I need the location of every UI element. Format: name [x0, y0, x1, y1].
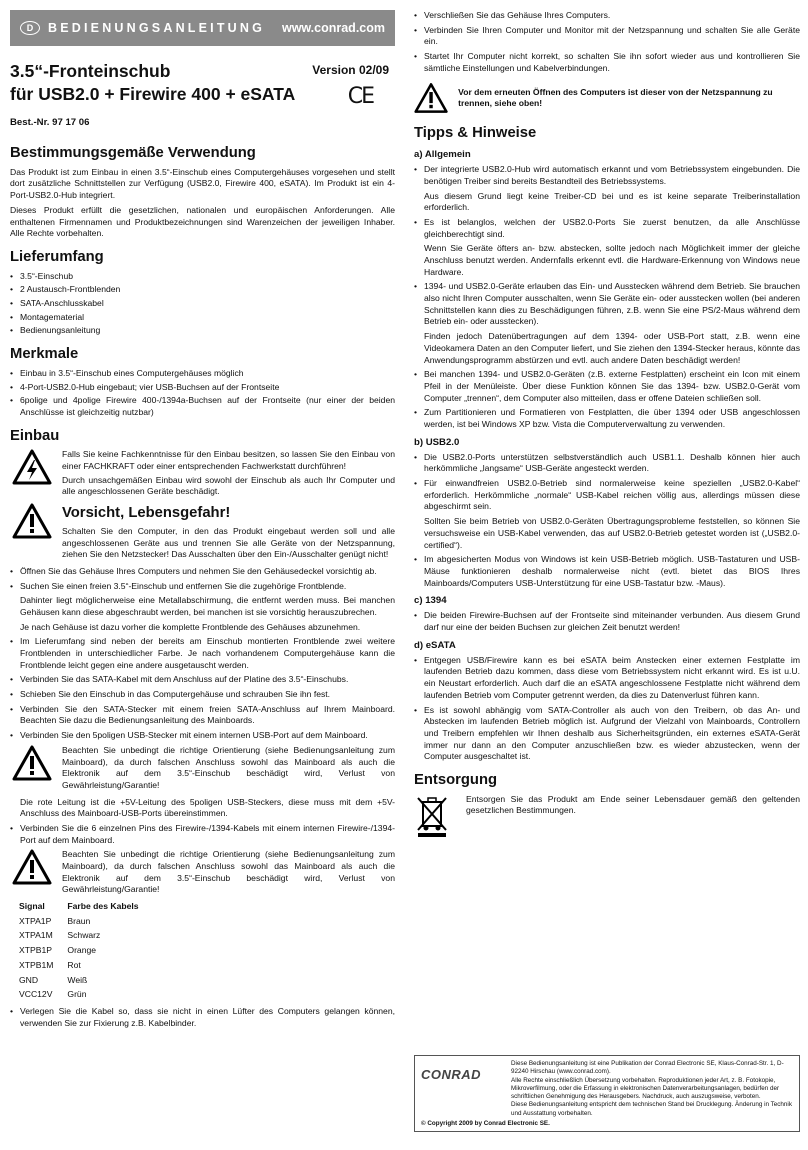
list-item: • Die beiden Firewire-Buchsen auf der Frontseite sind miteinander verbunden. Aus diesem Grund darf nur eine der beiden Buchsen zur gleichen Zeit benutzt werden! — [414, 610, 800, 633]
title-block — [10, 60, 395, 136]
tipps-allgemein-list — [414, 164, 800, 430]
warning-text: Falls Sie keine Fachkenntnisse für den Einbau besitzen, so lassen Sie den Einbau von einer FACHKRAFT oder einer entsprechenden Fachwerkstatt durchführen! — [62, 449, 395, 471]
disposal-block — [414, 794, 800, 842]
disposal-text: Entsorgen Sie das Produkt am Ende seiner Lebensdauer gemäß den geltenden gesetzlichen Bestimmungen. — [466, 793, 800, 816]
list-item: • 4-Port-USB2.0-Hub eingebaut; vier USB-Buchsen auf der Frontseite — [10, 382, 395, 394]
heading-tipps: Tipps & Hinweise — [414, 125, 537, 142]
table-row — [19, 959, 153, 974]
usb-note: Die rote Leitung ist die +5V-Leitung des 5poligen USB-Steckers, diese muss mit dem +5V-Anschluss des Mainboard-USB-Ports übereinstimmen. — [20, 796, 395, 819]
list-item: • Suchen Sie einen freien 3.5“-Einschub und entfernen Sie die zugehörige Frontblende. — [10, 581, 395, 593]
list-item: • Verbinden Sie den SATA-Stecker mit einem freien SATA-Anschluss auf Ihrem Mainboard. Beachten Sie dazu die Bedienungsanleitung des Mainboards. — [10, 704, 395, 727]
list-item: • 3.5“-Einschub — [10, 271, 395, 283]
heading-entsorgung: Entsorgung — [414, 771, 498, 788]
table-row — [19, 915, 153, 930]
list-item: • Einbau in 3.5“-Einschub eines Computergehäuses möglich — [10, 368, 395, 380]
warning-block-firewire — [10, 849, 395, 898]
table-row — [19, 929, 153, 944]
final-steps — [414, 10, 800, 74]
warning-text: Beachten Sie unbedingt die richtige Orientierung (siehe Bedienungsanleitung zum Mainboard), da durch falschen Anschluss sowohl das Mainboard als auch die Elektronik auf dem 3.5“-Einschub beschädigt wird, Verlust von Gewährleistung/Garantie! — [62, 744, 395, 790]
list-item: • Verschließen Sie das Gehäuse Ihres Computers. — [414, 10, 800, 22]
danger-heading: Vorsicht, Lebensgefahr! — [62, 505, 231, 522]
list-item: • 6polige und 4polige Firewire 400-/1394a-Buchsen auf der Frontseite (nur einer der beiden Anschlüsse ist gleichzeitig nutzbar) — [10, 395, 395, 418]
signal-cell: XTPA1M — [19, 930, 53, 941]
heading-einbau: Einbau — [10, 427, 60, 444]
danger-block — [10, 503, 395, 563]
title-line-1: 3.5“-Fronteinschub — [10, 61, 171, 81]
electric-hazard-icon — [12, 449, 52, 485]
list-item: • Es ist belanglos, welchen der USB2.0-Ports Sie zuerst benutzen, da alle Anschlüsse gleichberechtigt sind. — [414, 217, 800, 240]
color-cell: Schwarz — [67, 930, 101, 941]
list-note: Aus diesem Grund liegt keine Treiber-CD bei und es ist keine separate Treiberinstallation erforderlich. — [424, 190, 800, 213]
order-number: Best.-Nr. 97 17 06 — [10, 117, 90, 128]
subheading-allgemein: a) Allgemein — [414, 149, 471, 161]
list-item: • Montagematerial — [10, 312, 395, 324]
list-note: Sollten Sie beim Betrieb von USB2.0-Geräten Übertragungsprobleme feststellen, so können Sie versuchsweise ein USB-Kabel verwenden, das auf USB2.0-Betrieb getestet worden ist („USB2.0-certified“). — [424, 516, 800, 550]
table-row — [19, 988, 153, 1003]
list-item: • Zum Partitionieren und Formatieren von Festplatten, die über 1394 oder USB angeschlossen werden, ist bei Windows XP bzw. Vista die Computerverwaltung zu verwenden. — [414, 407, 800, 430]
list-item: • Verlegen Sie die Kabel so, dass sie nicht in einen Lüfter des Computers gelangen können, verwenden Sie zur Fixierung z.B. Kabelbinder. — [10, 1006, 395, 1029]
table-row — [19, 944, 153, 959]
list-item: • Entgegen USB/Firewire kann es bei eSATA beim Anstecken einer externen Festplatte im laufenden Betrieb dazu kommen, dass diese vom Betriebssystem nicht erkannt wird. Es ist u.U. ein Neustart erforderlich. Auch darf die an eSATA angeschlossene Festplatte nicht während dem laufenden Betrieb vom Computer getrennt werden, da dies zu Datenverlust führen kann. — [414, 655, 800, 702]
color-cell: Grün — [67, 989, 87, 1000]
einbau-steps-3 — [10, 1006, 395, 1029]
table-row — [19, 974, 153, 989]
header-url[interactable]: www.conrad.com — [281, 20, 385, 35]
version-label: Version 02/09 — [312, 63, 389, 77]
list-item: • Im Lieferumfang sind neben der bereits am Einschub montierten Frontblende zwei weitere Frontblenden in unterschiedlicher Farbe. Je nach vorhandenem Computergehäuse kann die Frontblende leicht gegen eine andere ausgetauscht werden. — [10, 636, 395, 671]
list-item: • Schieben Sie den Einschub in das Computergehäuse und schrauben Sie ihn fest. — [10, 689, 395, 701]
heading-lieferumfang: Lieferumfang — [10, 248, 104, 265]
color-cell: Rot — [67, 959, 81, 970]
lieferumfang-list — [10, 271, 395, 337]
title-line-2: für USB2.0 + Firewire 400 + eSATA — [10, 83, 296, 104]
signal-cell: XTPB1P — [19, 945, 52, 956]
warning-block-electric — [10, 449, 395, 500]
warning-block-usb — [10, 745, 395, 794]
warning-block-reopen — [414, 80, 800, 116]
list-item: • 2 Austausch-Frontblenden — [10, 284, 395, 296]
list-item: • Verbinden Sie Ihren Computer und Monitor mit der Netzspannung und schalten Sie alle Geräte ein. — [414, 25, 800, 48]
table-header: Signal — [19, 901, 45, 912]
warning-icon — [12, 849, 52, 885]
list-item: • Bedienungsanleitung — [10, 325, 395, 337]
footer-line: Diese Bedienungsanleitung entspricht dem technischen Stand bei Drucklegung. Änderung in Technik und Ausstattung vorbehalten. — [511, 1101, 792, 1117]
list-item: • Verbinden Sie das SATA-Kabel mit dem Anschluss auf der Platine des 3.5“-Einschubs. — [10, 674, 395, 686]
signal-cell: VCC12V — [19, 989, 53, 1000]
warning-text: Durch unsachgemäßen Einbau wird sowohl der Einschub als auch Ihr Computer und alle angeschlossenen Geräte beschädigt. — [62, 474, 395, 497]
list-item: • Der integrierte USB2.0-Hub wird automatisch erkannt und vom Betriebssystem eingebunden. Die benötigen Treiber sind bereits Bestandteil des Betriebssystems. — [414, 164, 800, 187]
left-column — [10, 10, 395, 1032]
footer-line: Alle Rechte einschließlich Übersetzung vorbehalten. Reproduktionen jeder Art, z. B. Fotokopie, Mikroverfilmung, oder die Erfassung in elektronischen Datenverarbeitungsanlagen, bedürfen der schriftlichen Genehmigung des Herausgebers. Nachdruck, auch auszugsweise, verboten. — [511, 1076, 780, 1101]
table-header: Farbe des Kabels — [67, 901, 139, 912]
danger-text: Schalten Sie den Computer, in den das Produkt eingebaut werden soll und alle angeschlossenen Geräte aus und trennen Sie alle Geräte von der Netzspannung, ziehen Sie den Netzstecker! Das Ausschalten über den Ein-/Ausschalter genügt nicht! — [62, 525, 395, 560]
header-label: BEDIENUNGSANLEITUNG — [48, 20, 266, 35]
einbau-steps-2 — [10, 823, 395, 846]
paragraph: Dieses Produkt erfüllt die gesetzlichen, nationalen und europäischen Anforderungen. Alle enthaltenen Firmennamen und Produktbezeichnungen sind Warenzeichen der jeweiligen Inhaber. Alle Rechte vorbehalten. — [10, 204, 395, 239]
language-badge: D — [20, 21, 40, 35]
list-item: • 1394- und USB2.0-Geräte erlauben das Ein- und Ausstecken während dem Betrieb. Sie brauchen also nicht Ihren Computer ausschalten, wenn Sie Geräte ein- oder ausstecken wollen (bei anderen Schnittstellen kann dies zu Beschädigungen führen, z.B. wenn Sie eine PS/2-Maus während dem Betrieb ein- oder ausstecken). — [414, 281, 800, 328]
list-item: • Die USB2.0-Ports unterstützen selbstverständlich auch USB1.1. Deshalb können hier auch herkömmliche „langsame“ USB-Geräte angesteckt werden. — [414, 452, 800, 475]
color-cell: Weiß — [67, 974, 88, 985]
publisher-footer — [414, 1055, 800, 1132]
ce-mark: CE — [347, 84, 373, 109]
list-note: Wenn Sie Geräte öfters an- bzw. abstecken, sollte jedoch nach Möglichkeit immer der gleiche Anschluss benutzt werden. Andernfalls erkennt evtl. die Hardware-Erkennung von Windows neue Hardware. — [424, 243, 800, 277]
tipps-usb-list — [414, 452, 800, 590]
crossed-bin-icon — [414, 794, 450, 838]
right-column — [414, 10, 800, 841]
paragraph: Das Produkt ist zum Einbau in einen 3.5“-Einschub eines Computergehäuses vorgesehen und stellt dort zusätzliche Schnittstellen zur Verfügung (USB2.0, Firewire 400, eSATA). Im Produkt ist ein 4-Port-USB2.0-Hub integriert. — [10, 166, 395, 201]
heading-merkmale: Merkmale — [10, 346, 79, 363]
merkmale-list — [10, 368, 395, 419]
subheading-usb: b) USB2.0 — [414, 436, 460, 448]
signal-cell: XTPA1P — [19, 915, 52, 926]
heading-bestimmung: Bestimmungsgemäße Verwendung — [10, 145, 256, 161]
list-item: • Startet Ihr Computer nicht korrekt, so schalten Sie ihn sofort wieder aus und kontrollieren Sie sämtliche Einstellungen und Kabelverbindungen. — [414, 51, 800, 74]
subheading-1394: c) 1394 — [414, 595, 447, 607]
footer-line: Diese Bedienungsanleitung ist eine Publikation der Conrad Electronic SE, Klaus-Conrad-Str. 1, D-92240 Hirschau (www.conrad.com). — [511, 1060, 784, 1076]
list-note: Je nach Gehäuse ist dazu vorher die komplette Frontblende des Gehäuses abzunehmen. — [20, 621, 361, 632]
list-item: • Verbinden Sie den 5poligen USB-Stecker mit einem internen USB-Port auf dem Mainboard. — [10, 730, 395, 742]
color-cell: Orange — [67, 945, 97, 956]
list-item: • Verbinden Sie die 6 einzelnen Pins des Firewire-/1394-Kabels mit einem internen Firewire-/1394-Port auf dem Mainboard. — [10, 823, 395, 846]
header-banner — [10, 10, 395, 46]
subheading-esata: d) eSATA — [414, 639, 456, 651]
warning-icon — [414, 80, 448, 116]
list-item: • SATA-Anschlusskabel — [10, 298, 395, 310]
list-item: • Öffnen Sie das Gehäuse Ihres Computers und nehmen Sie den Gehäusedeckel vorsichtig ab. — [10, 566, 395, 578]
warning-text: Vor dem erneuten Öffnen des Computers ist dieser von der Netzspannung zu trennen, siehe oben! — [458, 86, 773, 109]
list-item: • Für einwandfreien USB2.0-Betrieb sind normalerweise keine speziellen „USB2.0-Kabel“ erforderlich. Herkömmliche „normale“ USB-Kabel reichen völlig aus, allerdings müssen diese abgeschirmt sein. — [414, 478, 800, 513]
list-item: • Im abgesicherten Modus von Windows ist kein USB-Betrieb möglich. USB-Tastaturen und USB-Mäuse funktionieren deshalb normalerweise nicht (evtl. bietet das BIOS Ihres Mainboards/Computers USB-Unterstützung für eine USB-Tastatur bzw. -Maus). — [414, 554, 800, 589]
list-note: Dahinter liegt möglicherweise eine Metallabschirmung, die entfernt werden muss. Bei manchen Gehäusen kann diese abgeschraubt werden, bei manchen ist sie vorsichtig herauszubrechen. — [20, 595, 395, 617]
copyright: © Copyright 2009 by Conrad Electronic SE. — [421, 1120, 550, 1128]
einbau-steps — [10, 566, 395, 742]
list-note: Finden jedoch Datenübertragungen auf dem 1394- oder USB-Port statt, z.B. wenn eine Videokamera Daten an den Computer liefert, und Sie ziehen den 1394-Stecker heraus, könnte das Anwendungsprogramm abstürzen und evtl. auch andere Daten beschädigt werden! — [424, 331, 800, 365]
conrad-logo: CONRAD — [421, 1067, 482, 1082]
warning-icon — [12, 745, 52, 781]
color-cell: Braun — [67, 915, 91, 926]
tipps-1394-list — [414, 610, 800, 633]
signal-cell: XTPB1M — [19, 959, 54, 970]
warning-text: Beachten Sie unbedingt die richtige Orientierung (siehe Bedienungsanleitung zum Mainboard), da durch falschen Anschluss sowohl das Mainboard als auch die Elektronik auf dem 3.5“-Einschub beschädigt wird, Verlust von Gewährleistung/Garantie! — [62, 849, 395, 895]
warning-icon — [12, 503, 52, 539]
list-item: • Es ist sowohl abhängig vom SATA-Controller als auch von den Treibern, ob das An- und Abstecken im laufenden Betrieb möglich ist. Aufgrund der Vielzahl von Mainboards, Controllern und Treibern empfehlen wir Ihnen deshalb aus Sicherheitsgründen, ein externes eSATA-Gerät immer nur dann an den Computer anzuschließen bzw. es wieder abzustecken, wenn der Computer ausgeschaltet ist. — [414, 705, 800, 763]
signal-table — [19, 901, 153, 1003]
tipps-esata-list — [414, 655, 800, 763]
list-item: • Bei manchen 1394- und USB2.0-Geräten (z.B. externe Festplatten) erscheint ein Icon mit einem Pfeil in der Menüleiste. Über diese Funktion können Sie das 1394- bzw. USB2.0-Gerät vom Computer „trennen“, dem Computer also mitteilen, dass er offene Dateien schließen soll. — [414, 369, 800, 404]
signal-cell: GND — [19, 974, 39, 985]
